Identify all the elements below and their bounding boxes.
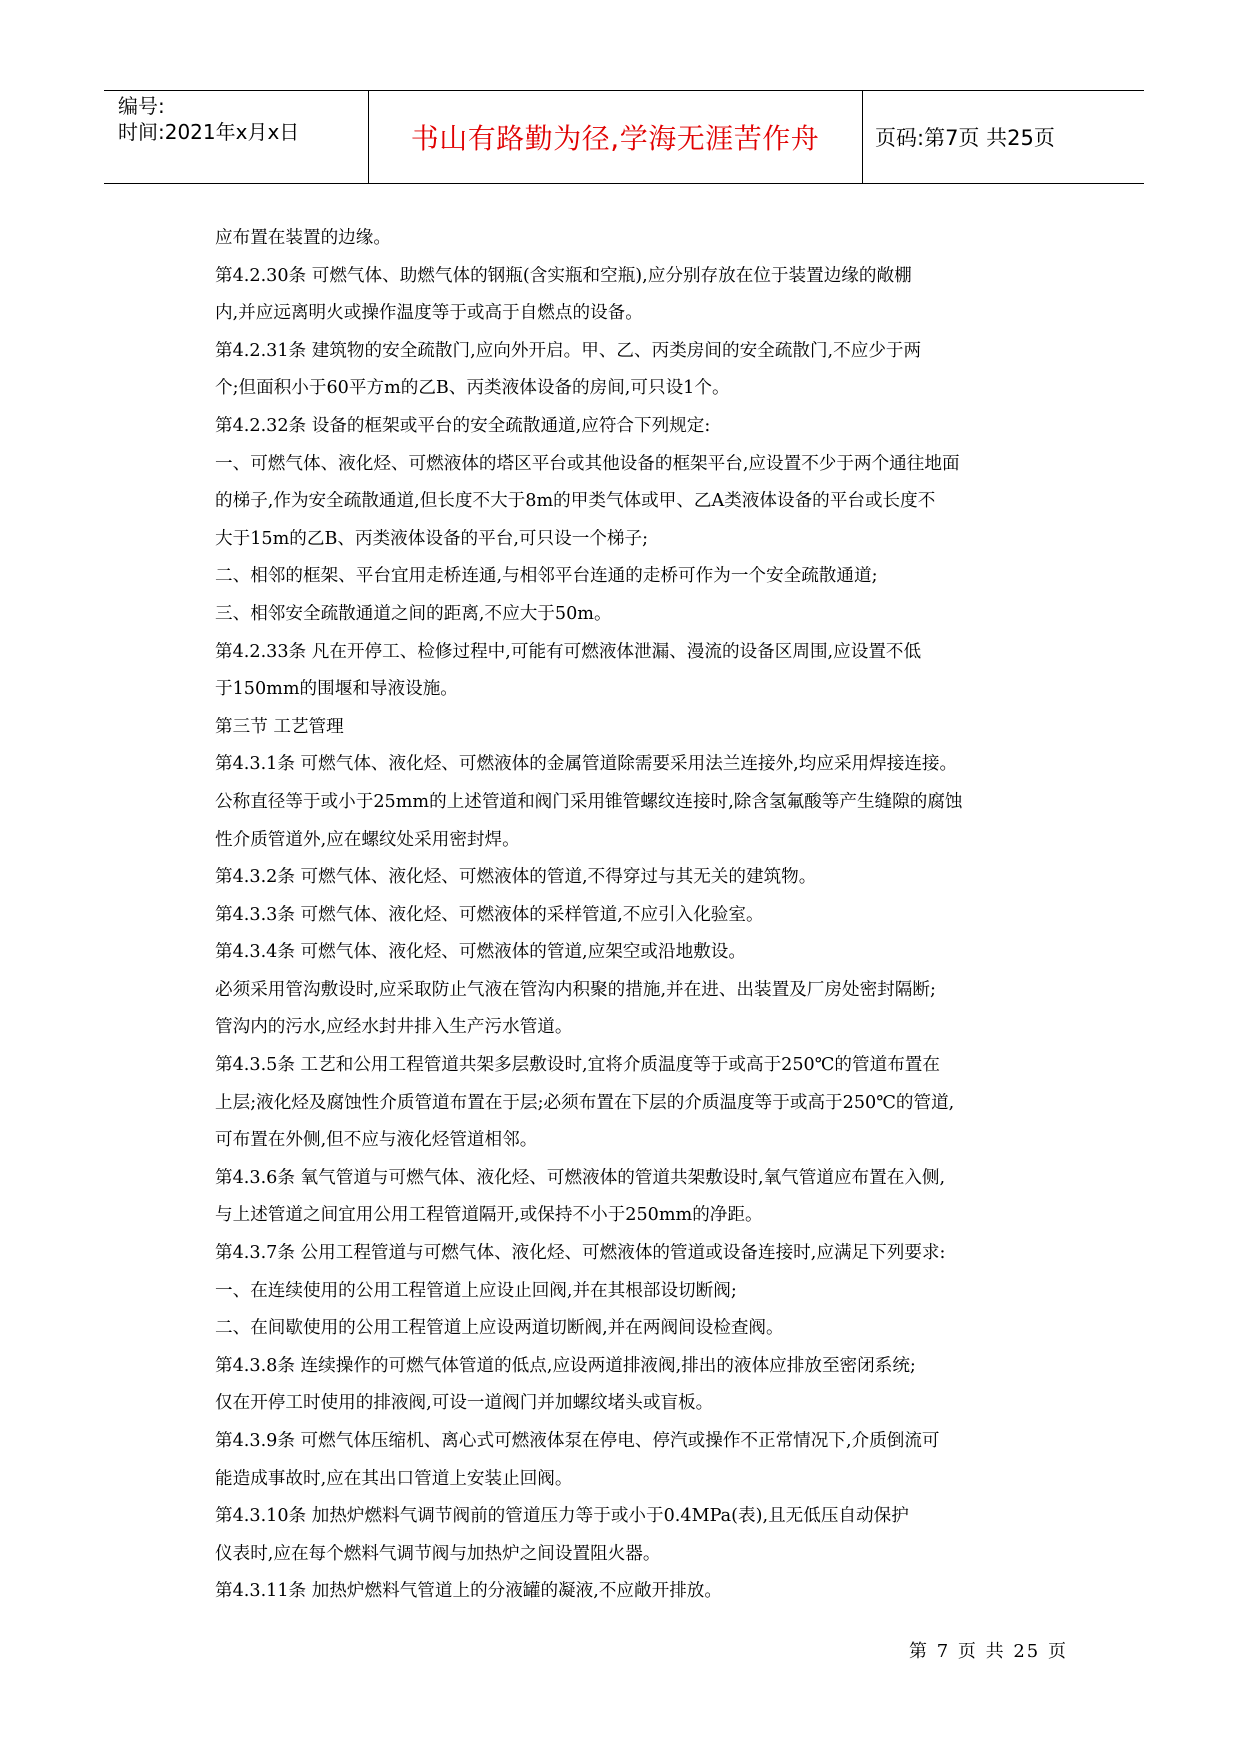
page-header xyxy=(104,90,1144,184)
body-line: 第4.3.11条 加热炉燃料气管道上的分液罐的凝液,不应敞开排放。 xyxy=(215,1581,722,1602)
body-line: 第4.3.8条 连续操作的可燃气体管道的低点,应设两道排液阀,排出的液体应排放至密闭系统; xyxy=(215,1355,916,1376)
body-line: 第4.2.31条 建筑物的安全疏散门,应向外开启。甲、乙、丙类房间的安全疏散门,不应少于两 xyxy=(215,340,922,361)
body-line: 管沟内的污水,应经水封井排入生产污水管道。 xyxy=(215,1017,573,1038)
body-line: 第4.3.6条 氧气管道与可燃气体、液化烃、可燃液体的管道共架敷设时,氧气管道应布置在入侧, xyxy=(215,1167,946,1188)
body-line: 第三节 工艺管理 xyxy=(215,716,344,737)
document-number-label: 编号: xyxy=(118,94,165,118)
body-line: 上层;液化烃及腐蚀性介质管道布置在于层;必须布置在下层的介质温度等于或高于250℃的管道, xyxy=(215,1092,955,1113)
body-line: 内,并应远离明火或操作温度等于或高于自燃点的设备。 xyxy=(215,303,643,324)
body-line: 与上述管道之间宜用公用工程管道隔开,或保持不小于250mm的净距。 xyxy=(215,1205,763,1226)
body-line: 第4.3.7条 公用工程管道与可燃气体、液化烃、可燃液体的管道或设备连接时,应满足下列要求: xyxy=(215,1243,946,1264)
body-line: 第4.3.10条 加热炉燃料气调节阀前的管道压力等于或小于0.4MPa(表),且无低压自动保护 xyxy=(215,1506,909,1527)
body-line: 第4.2.30条 可燃气体、助燃气体的钢瓶(含实瓶和空瓶),应分别存放在位于装置边缘的敞棚 xyxy=(215,265,912,286)
body-line: 第4.3.5条 工艺和公用工程管道共架多层敷设时,宜将介质温度等于或高于250℃的管道布置在 xyxy=(215,1055,940,1076)
body-line: 三、相邻安全疏散通道之间的距离,不应大于50m。 xyxy=(215,603,612,624)
body-line: 第4.3.9条 可燃气体压缩机、离心式可燃液体泵在停电、停汽或操作不正常情况下,介质倒流可 xyxy=(215,1431,940,1451)
body-line: 一、在连续使用的公用工程管道上应设止回阀,并在其根部设切断阀; xyxy=(215,1280,737,1301)
body-line: 第4.3.2条 可燃气体、液化烃、可燃液体的管道,不得穿过与其无关的建筑物。 xyxy=(215,867,817,888)
body-line: 一、可燃气体、液化烃、可燃液体的塔区平台或其他设备的框架平台,应设置不少于两个通往地面 xyxy=(215,453,960,474)
header-page-cell xyxy=(863,91,1144,183)
body-line: 的梯子,作为安全疏散通道,但长度不大于8m的甲类气体或甲、乙A类液体设备的平台或长度不 xyxy=(215,491,936,512)
body-line: 个;但面积小于60平方m的乙B、丙类液体设备的房间,可只设1个。 xyxy=(215,378,730,399)
body-line: 于150mm的围堰和导液设施。 xyxy=(215,679,458,700)
document-body xyxy=(215,220,1035,1611)
body-line: 二、相邻的框架、平台宜用走桥连通,与相邻平台连通的走桥可作为一个安全疏散通道; xyxy=(215,566,878,587)
header-meta-cell xyxy=(104,91,369,183)
document-time-label: 时间:2021年x月x日 xyxy=(118,120,300,144)
body-line: 可布置在外侧,但不应与液化烃管道相邻。 xyxy=(215,1130,538,1151)
body-line: 第4.3.1条 可燃气体、液化烃、可燃液体的金属管道除需要采用法兰连接外,均应采用焊接连接。 xyxy=(215,754,958,775)
body-line: 第4.2.33条 凡在开停工、检修过程中,可能有可燃液体泄漏、漫流的设备区周围,应设置不低 xyxy=(215,641,922,662)
body-line: 二、在间歇使用的公用工程管道上应设两道切断阀,并在两阀间设检查阀。 xyxy=(215,1318,784,1339)
body-line: 仅在开停工时使用的排液阀,可设一道阀门并加螺纹堵头或盲板。 xyxy=(215,1393,714,1414)
body-line: 仪表时,应在每个燃料气调节阀与加热炉之间设置阻火器。 xyxy=(215,1543,661,1564)
page-footer: 第 7 页 共 25 页 xyxy=(909,1641,1068,1662)
body-line: 能造成事故时,应在其出口管道上安装止回阀。 xyxy=(215,1468,573,1489)
body-line: 第4.3.3条 可燃气体、液化烃、可燃液体的采样管道,不应引入化验室。 xyxy=(215,904,764,925)
body-line: 第4.2.32条 设备的框架或平台的安全疏散通道,应符合下列规定: xyxy=(215,415,711,436)
header-motto-cell xyxy=(368,91,863,183)
body-line: 大于15m的乙B、丙类液体设备的平台,可只设一个梯子; xyxy=(215,528,648,549)
header-page-info: 页码:第7页 共25页 xyxy=(875,126,1055,150)
body-line: 公称直径等于或小于25mm的上述管道和阀门采用锥管螺纹连接时,除含氢氟酸等产生缝隙的腐蚀 xyxy=(215,791,963,812)
body-line: 性介质管道外,应在螺纹处采用密封焊。 xyxy=(215,829,520,850)
body-line: 应布置在装置的边缘。 xyxy=(215,228,391,248)
body-line: 第4.3.4条 可燃气体、液化烃、可燃液体的管道,应架空或沿地敷设。 xyxy=(215,942,746,963)
body-line: 必须采用管沟敷设时,应采取防止气液在管沟内积聚的措施,并在进、出装置及厂房处密封隔断; xyxy=(215,979,936,1000)
header-motto: 书山有路勤为径,学海无涯苦作舟 xyxy=(410,122,820,155)
